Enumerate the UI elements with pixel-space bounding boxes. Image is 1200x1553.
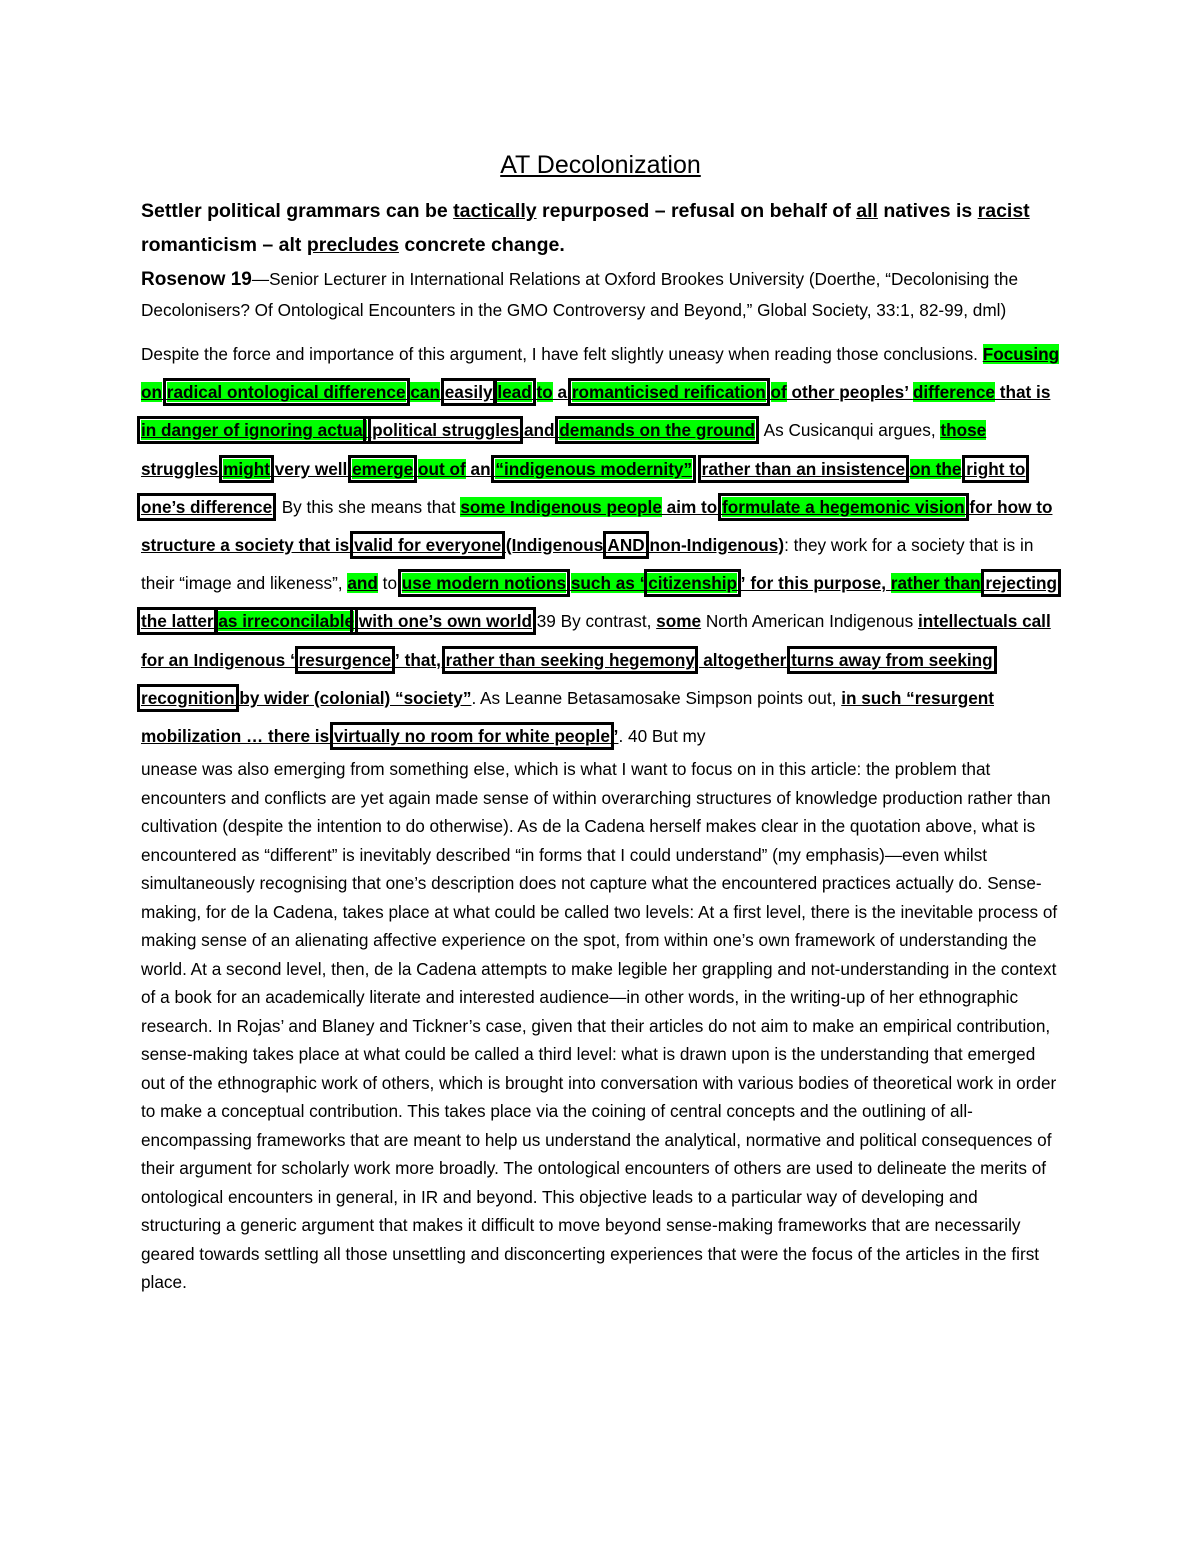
boxed-text: virtually no room for white people xyxy=(333,726,610,747)
underlined-text: aim to xyxy=(661,496,723,517)
underlined-text: that is xyxy=(995,382,1051,403)
boxed-text: rather than an insistence xyxy=(701,458,906,479)
card-text: . As Cusicanqui argues, xyxy=(755,420,941,441)
card-text: . As Leanne Betasamosake Simpson points out, xyxy=(471,687,842,708)
boxed-text: in danger of ignoring actual xyxy=(141,420,368,441)
underlined-text: intellectuals call for an Indigenous “ xyxy=(141,611,1051,670)
tag-underline-precludes: precludes xyxy=(306,234,399,256)
boxed-text: rejecting the latter xyxy=(141,573,1057,632)
boxed-text: use modern notions xyxy=(401,573,567,594)
boxed-text: “indigenous modernity” xyxy=(495,458,693,479)
highlighted-text: to xyxy=(536,382,553,403)
highlighted-text: rather than xyxy=(890,573,981,594)
underlined-text: some xyxy=(656,611,702,632)
underlined-text: and xyxy=(519,420,560,441)
underlined-text: ” xyxy=(609,726,619,747)
underlined-text: struggles xyxy=(141,458,224,479)
highlighted-text: can xyxy=(410,382,440,403)
card-text: to xyxy=(377,573,402,594)
highlighted-text: on the xyxy=(909,458,962,479)
boxed-text: demands on the ground xyxy=(559,420,756,441)
boxed-text: emerge xyxy=(352,458,414,479)
card-text: . 40 But my xyxy=(618,726,706,747)
card-text: Despite the force and importance of this argument, I have felt slightly uneasy when reading those conclusions. xyxy=(141,344,983,364)
tag-text: concrete change. xyxy=(398,234,565,256)
underlined-text: non-Indigenous) xyxy=(644,535,785,556)
underlined-text: a xyxy=(552,382,572,403)
underlined-text: ” that, xyxy=(391,649,446,670)
highlighted-text: out of xyxy=(418,458,466,479)
highlighted-text: those xyxy=(940,420,987,441)
boxed-text: AND xyxy=(607,535,645,556)
underlined-text: other peoples’ xyxy=(786,382,913,403)
underlined-text: by wider (colonial) “society” xyxy=(234,687,472,708)
card-evidence-paragraph xyxy=(141,335,1060,755)
highlighted-text: and xyxy=(347,573,378,594)
highlighted-text: Focusing on xyxy=(141,344,1060,403)
boxed-text: valid for everyone xyxy=(354,535,502,556)
citation xyxy=(141,264,1060,325)
tag-text: romanticism – alt xyxy=(141,234,307,256)
boxed-text: easily xyxy=(444,382,493,403)
boxed-text: as irreconcilable xyxy=(218,611,355,632)
underlined-text: for how to structure a society that is xyxy=(141,496,1053,556)
underlined-text: an xyxy=(465,458,496,479)
tag-underline-racist: racist xyxy=(977,200,1030,222)
highlighted-text: of xyxy=(770,382,787,403)
boxed-text: rather than seeking hegemony xyxy=(445,649,694,670)
underlined-text: , altogether xyxy=(693,649,792,670)
card-tagline xyxy=(141,194,1060,262)
boxed-text: political struggles xyxy=(367,420,520,441)
tag-underline-tactically: tactically xyxy=(453,200,537,222)
card-text: , xyxy=(692,458,702,479)
underlined-text: in such “resurgent mobilization … there is xyxy=(141,687,995,747)
boxed-text: romanticised reification xyxy=(571,382,766,403)
tag-underline-all: all xyxy=(856,200,878,222)
tag-text: repurposed – refusal on behalf of xyxy=(536,200,857,222)
card-text: .39 By contrast, xyxy=(531,611,657,632)
tag-text: Settler political grammars can be xyxy=(141,200,454,222)
boxed-text: might xyxy=(223,458,270,479)
boxed-text: turns away from seeking recognition xyxy=(141,649,993,708)
boxed-text: radical ontological difference xyxy=(166,382,406,403)
boxed-text: resurgence xyxy=(298,649,392,670)
highlighted-text: such as “ xyxy=(570,573,649,594)
card-text: North American Indigenous xyxy=(701,611,918,632)
page-title: AT Decolonization xyxy=(500,151,701,179)
tag-text: natives is xyxy=(877,200,978,222)
boxed-text: formulate a hegemonic vision xyxy=(722,496,965,517)
underlined-text: very well xyxy=(269,458,353,479)
underlined-text: (Indigenous xyxy=(501,535,608,556)
boxed-text: right to one’s difference xyxy=(141,458,1026,517)
card-continuation-paragraph: unease was also emerging from something else, which is what I want to focus on in this article: the problem that encounters and conflicts are yet again made sense of within overarching structures of knowledge production rather than cultivation (despite the intention to do otherwise). As de la Cadena herself makes clear in the quotation above, what is encountered as “different” is inevitably described “in forms that I could understand” (my emphasis)—even whilst simultaneously recognising that one’s description does not capture what the encountered practices actually do. Sense-making, for de la Cadena, takes place at what could be called two levels: At a first level, there is the inevitable process of making sense of an alienating affective experience on the spot, from within one’s own framework of understanding the world. At a second level, then, de la Cadena attempts to make legible her grappling and not-understanding in the context of a book for an academically literate and interested audience—in other words, in the writing-up of her ethnographic research. In Rojas’ and Blaney and Tickner’s case, given that their articles do not aim to make an empirical contribution, sense-making takes place at what could be called a third level: what is drawn upon is the understanding that emerged out of the ethnographic work of others, which is brought into conversation with various bodies of theoretical work in order to make a conceptual contribution. This takes place via the coining of central concepts and the outlining of all-encompassing frameworks that are meant to help us understand the analytical, normative and political consequences of their argument for scholarly work more broadly. The ontological encounters of others are used to delineate the merits of ontological encounters in general, in IR and beyond. This objective leads to a particular way of developing and structuring a generic argument that makes it difficult to move beyond sense-making frameworks that are necessarily geared towards settling all those unsettling and disconcerting experiences that were the focus of the articles in the first place. xyxy=(141,759,1058,1293)
underlined-text: ” for this purpose, xyxy=(737,573,891,594)
citation-details: —Senior Lecturer in International Relations at Oxford Brookes University (Doerthe, “Decolonising the Decolonisers? Of Ontological Encounters in the GMO Controversy and Beyond,” Global Society, 33:1, 82-99, dml) xyxy=(141,269,1019,320)
boxed-text: citizenship xyxy=(648,573,738,594)
card-text: : they work for a society that is in their “image and likeness”, xyxy=(141,535,1034,594)
highlighted-text: difference xyxy=(912,382,995,403)
boxed-text: with one’s own world xyxy=(354,611,532,632)
underlined-text xyxy=(766,382,771,402)
citation-author: Rosenow 19 xyxy=(141,269,252,290)
boxed-text: lead xyxy=(497,382,532,403)
underlined-text xyxy=(532,382,537,402)
card-text: . By this she means that xyxy=(272,496,461,517)
highlighted-text: some Indigenous people xyxy=(460,496,662,517)
